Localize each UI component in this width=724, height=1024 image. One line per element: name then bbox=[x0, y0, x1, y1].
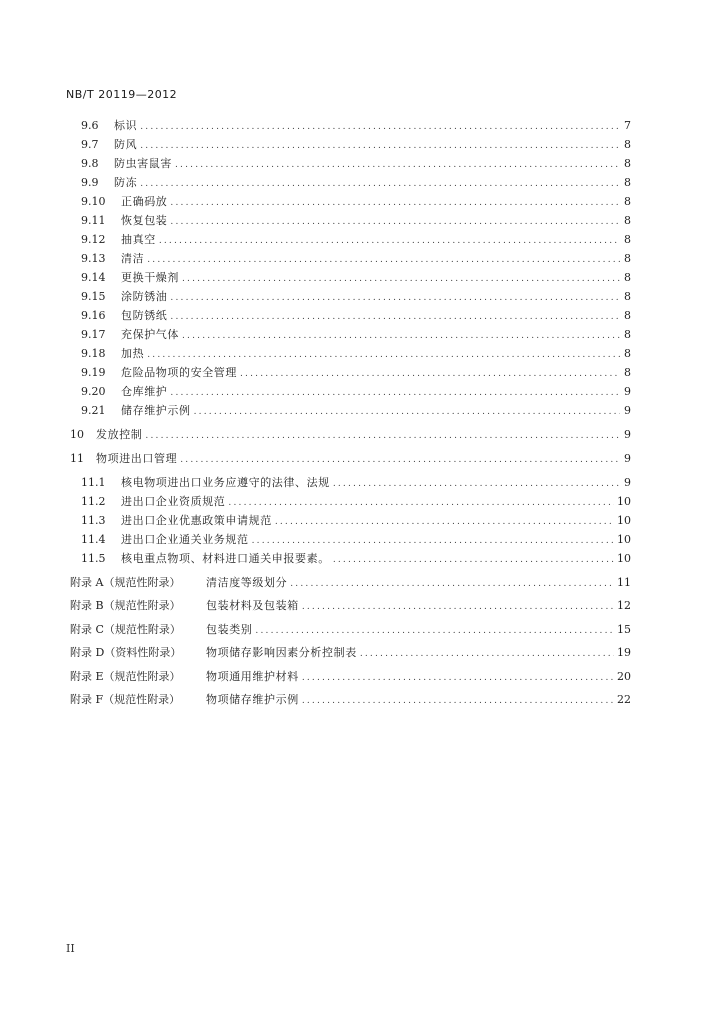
toc-entry-11-3[interactable] bbox=[81, 513, 631, 529]
toc-entry-9-15[interactable] bbox=[81, 289, 631, 305]
toc-entry-title: 核电重点物项、材料进口通关申报要素。 bbox=[121, 552, 330, 565]
dot-leader bbox=[147, 347, 620, 363]
toc-entry-number: 9.16 bbox=[81, 309, 106, 322]
toc-entry-title: 进出口企业资质规范 bbox=[121, 495, 226, 508]
toc-entry-title: 正确码放 bbox=[121, 195, 168, 208]
dot-leader bbox=[140, 119, 620, 135]
toc-entry-title: 储存维护示例 bbox=[121, 404, 191, 417]
toc-entry-9-10[interactable] bbox=[81, 194, 631, 210]
toc-entry-9-14[interactable] bbox=[81, 270, 631, 286]
page-number: II bbox=[66, 942, 75, 955]
toc-entry-page: 8 bbox=[624, 157, 631, 170]
toc-entry-title: 物项进出口管理 bbox=[96, 452, 178, 465]
toc-entry-title: 清洁 bbox=[121, 252, 145, 265]
toc-entry-title: 仓库维护 bbox=[121, 385, 168, 398]
dot-leader bbox=[302, 670, 614, 686]
toc-entry-title: 进出口企业优惠政策申请规范 bbox=[121, 514, 272, 527]
toc-entry-number: 附录 C（规范性附录） bbox=[70, 623, 181, 636]
toc-entry-annex-b[interactable] bbox=[70, 598, 631, 614]
toc-entry-page: 10 bbox=[617, 533, 631, 546]
toc-entry-page: 8 bbox=[624, 252, 631, 265]
toc-entry-title: 物项储存影响因素分析控制表 bbox=[206, 646, 357, 659]
toc-entry-title: 危险品物项的安全管理 bbox=[121, 366, 237, 379]
toc-entry-title: 发放控制 bbox=[96, 428, 143, 441]
toc-entry-annex-c[interactable] bbox=[70, 622, 631, 638]
toc-entry-9-16[interactable] bbox=[81, 308, 631, 324]
toc-entry-page: 8 bbox=[624, 195, 631, 208]
toc-entry-number: 9.7 bbox=[81, 138, 99, 151]
toc-entry-page: 9 bbox=[624, 404, 631, 417]
toc-entry-number: 9.18 bbox=[81, 347, 106, 360]
toc-entry-10[interactable] bbox=[70, 427, 631, 443]
toc-entry-page: 12 bbox=[617, 599, 631, 612]
toc-entry-11-4[interactable] bbox=[81, 532, 631, 548]
dot-leader bbox=[180, 452, 620, 468]
toc-entry-9-7[interactable] bbox=[81, 137, 631, 153]
toc-entry-9-13[interactable] bbox=[81, 251, 631, 267]
toc-entry-title: 核电物项进出口业务应遵守的法律、法规 bbox=[121, 476, 330, 489]
toc-entry-number: 11.2 bbox=[81, 495, 106, 508]
toc-entry-page: 20 bbox=[617, 670, 631, 683]
toc-entry-page: 10 bbox=[617, 495, 631, 508]
dot-leader bbox=[170, 290, 620, 306]
toc-entry-number: 9.8 bbox=[81, 157, 99, 170]
toc-entry-number: 9.17 bbox=[81, 328, 106, 341]
toc-entry-title: 标识 bbox=[114, 119, 138, 132]
dot-leader bbox=[302, 599, 614, 615]
toc-entry-title: 充保护气体 bbox=[121, 328, 179, 341]
toc-entry-9-11[interactable] bbox=[81, 213, 631, 229]
dot-leader bbox=[147, 252, 620, 268]
toc-entry-page: 8 bbox=[624, 290, 631, 303]
toc-entry-number: 9.19 bbox=[81, 366, 106, 379]
toc-entry-title: 防风 bbox=[114, 138, 138, 151]
toc-entry-title: 包装材料及包装箱 bbox=[206, 599, 299, 612]
toc-entry-number: 9.13 bbox=[81, 252, 106, 265]
toc-entry-number: 附录 F（规范性附录） bbox=[70, 693, 181, 706]
dot-leader bbox=[170, 309, 620, 325]
dot-leader bbox=[140, 138, 620, 154]
toc-entry-page: 8 bbox=[624, 271, 631, 284]
toc-entry-page: 15 bbox=[617, 623, 631, 636]
toc-entry-page: 7 bbox=[624, 119, 631, 132]
toc-entry-9-18[interactable] bbox=[81, 346, 631, 362]
dot-leader bbox=[170, 195, 620, 211]
toc-entry-number: 10 bbox=[70, 428, 84, 441]
dot-leader bbox=[175, 157, 620, 173]
dot-leader bbox=[145, 428, 620, 444]
toc-entry-number: 9.14 bbox=[81, 271, 106, 284]
dot-leader bbox=[333, 552, 614, 568]
dot-leader bbox=[194, 404, 620, 420]
toc-entry-number: 11.5 bbox=[81, 552, 106, 565]
toc-entry-number: 9.20 bbox=[81, 385, 106, 398]
dot-leader bbox=[360, 646, 614, 662]
toc-entry-9-20[interactable] bbox=[81, 384, 631, 400]
toc-entry-title: 恢复包装 bbox=[121, 214, 168, 227]
toc-entry-page: 10 bbox=[617, 514, 631, 527]
toc-entry-9-17[interactable] bbox=[81, 327, 631, 343]
toc-entry-page: 8 bbox=[624, 328, 631, 341]
toc-entry-number: 附录 A（规范性附录） bbox=[70, 576, 181, 589]
standard-id: NB/T 20119—2012 bbox=[66, 88, 178, 101]
toc-entry-number: 11.3 bbox=[81, 514, 106, 527]
toc-entry-9-21[interactable] bbox=[81, 403, 631, 419]
toc-entry-page: 10 bbox=[617, 552, 631, 565]
dot-leader bbox=[252, 533, 614, 549]
toc-entry-page: 9 bbox=[624, 452, 631, 465]
dot-leader bbox=[170, 214, 620, 230]
dot-leader bbox=[140, 176, 620, 192]
toc-entry-9-8[interactable] bbox=[81, 156, 631, 172]
toc-entry-9-6[interactable] bbox=[81, 118, 631, 134]
toc-entry-page: 8 bbox=[624, 309, 631, 322]
toc-entry-number: 9.10 bbox=[81, 195, 106, 208]
dot-leader bbox=[182, 328, 620, 344]
toc-entry-annex-e[interactable] bbox=[70, 669, 631, 685]
toc-entry-title: 清洁度等级划分 bbox=[206, 576, 288, 589]
toc-entry-title: 物项储存维护示例 bbox=[206, 693, 299, 706]
toc-entry-title: 防冻 bbox=[114, 176, 138, 189]
dot-leader bbox=[302, 693, 614, 709]
toc-entry-annex-a[interactable] bbox=[70, 575, 631, 591]
toc-entry-number: 9.21 bbox=[81, 404, 106, 417]
toc-entry-number: 附录 B（规范性附录） bbox=[70, 599, 181, 612]
dot-leader bbox=[228, 495, 614, 511]
toc-entry-number: 11.4 bbox=[81, 533, 106, 546]
dot-leader bbox=[255, 623, 614, 639]
toc-entry-9-9[interactable] bbox=[81, 175, 631, 191]
toc-entry-number: 9.11 bbox=[81, 214, 106, 227]
toc-entry-page: 8 bbox=[624, 138, 631, 151]
toc-entry-number: 11 bbox=[70, 452, 84, 465]
toc-entry-annex-f[interactable] bbox=[70, 692, 631, 708]
toc-entry-title: 物项通用维护材料 bbox=[206, 670, 299, 683]
toc-entry-11-1[interactable] bbox=[81, 475, 631, 491]
dot-leader bbox=[275, 514, 614, 530]
toc-entry-9-12[interactable] bbox=[81, 232, 631, 248]
toc-entry-number: 9.6 bbox=[81, 119, 99, 132]
toc-entry-number: 9.15 bbox=[81, 290, 106, 303]
toc-entry-annex-d[interactable] bbox=[70, 645, 631, 661]
toc-entry-title: 进出口企业通关业务规范 bbox=[121, 533, 249, 546]
toc-entry-title: 更换干燥剂 bbox=[121, 271, 179, 284]
toc-entry-number: 11.1 bbox=[81, 476, 106, 489]
dot-leader bbox=[240, 366, 620, 382]
dot-leader bbox=[170, 385, 620, 401]
toc-entry-page: 9 bbox=[624, 385, 631, 398]
toc-entry-number: 9.9 bbox=[81, 176, 99, 189]
toc-entry-title: 防虫害鼠害 bbox=[114, 157, 172, 170]
dot-leader bbox=[182, 271, 620, 287]
dot-leader bbox=[333, 476, 620, 492]
toc-entry-title: 加热 bbox=[121, 347, 145, 360]
dot-leader bbox=[159, 233, 620, 249]
toc-entry-page: 19 bbox=[617, 646, 631, 659]
toc-entry-title: 包防锈纸 bbox=[121, 309, 168, 322]
toc-entry-page: 22 bbox=[617, 693, 631, 706]
toc-entry-page: 8 bbox=[624, 347, 631, 360]
toc-entry-page: 8 bbox=[624, 233, 631, 246]
toc-entry-number: 9.12 bbox=[81, 233, 106, 246]
toc-entry-11-5[interactable] bbox=[81, 551, 631, 567]
toc-entry-title: 包装类别 bbox=[206, 623, 253, 636]
toc-entry-11[interactable] bbox=[70, 451, 631, 467]
toc-entry-page: 9 bbox=[624, 476, 631, 489]
toc-entry-title: 涂防锈油 bbox=[121, 290, 168, 303]
toc-entry-page: 9 bbox=[624, 428, 631, 441]
toc-entry-9-19[interactable] bbox=[81, 365, 631, 381]
dot-leader bbox=[290, 576, 614, 592]
toc-entry-page: 8 bbox=[624, 366, 631, 379]
toc-entry-page: 8 bbox=[624, 176, 631, 189]
toc-entry-11-2[interactable] bbox=[81, 494, 631, 510]
toc-entry-number: 附录 D（资料性附录） bbox=[70, 646, 182, 659]
toc-entry-page: 8 bbox=[624, 214, 631, 227]
toc-entry-page: 11 bbox=[617, 576, 631, 589]
toc-entry-title: 抽真空 bbox=[121, 233, 156, 246]
toc-entry-number: 附录 E（规范性附录） bbox=[70, 670, 181, 683]
